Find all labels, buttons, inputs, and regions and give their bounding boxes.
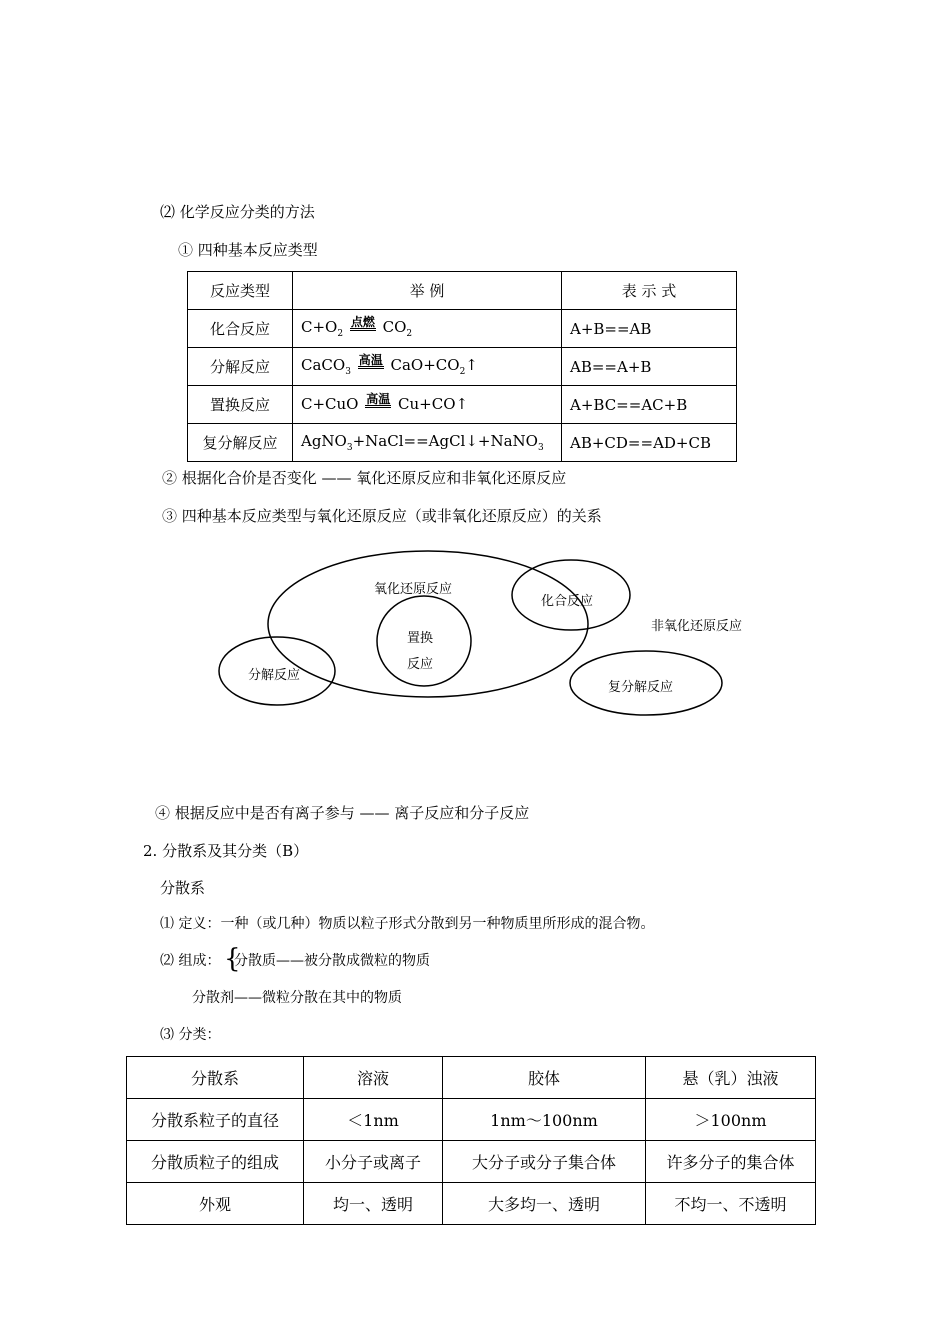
decomposition-label: 分解反应 xyxy=(248,668,301,683)
table-cell: 大分子或分子集合体 xyxy=(443,1141,646,1183)
type-cell: 复分解反应 xyxy=(188,424,293,462)
dispersion-heading: 2. 分散系及其分类（B） xyxy=(143,842,309,860)
displacement-label-1: 置换 xyxy=(407,631,434,646)
section-heading: ⑵ 化学反应分类的方法 xyxy=(160,203,315,221)
composition-label: ⑵ 组成： xyxy=(160,953,221,969)
definition-line: ⑴ 定义：一种（或几种）物质以粒子形式分散到另一种物质里所形成的混合物。 xyxy=(160,916,655,932)
table-cell: 分散系粒子的直径 xyxy=(127,1099,304,1141)
example-cell: $C+O_2$ 点燃 $CO_2$ xyxy=(293,310,562,348)
table-row xyxy=(188,310,737,348)
table-row xyxy=(127,1183,816,1225)
condition-label: 点燃 xyxy=(350,315,375,329)
table-row xyxy=(127,1099,816,1141)
example-cell: AgNO$_3$+NaCl==AgCl↓+NaNO$_3$ xyxy=(293,424,562,462)
table-row xyxy=(188,348,737,386)
displacement-label-2: 反应 xyxy=(407,657,434,672)
table-cell: 许多分子的集合体 xyxy=(646,1141,816,1183)
reaction-types-table xyxy=(187,271,737,462)
item-3: ③ 四种基本反应类型与氧化还原反应（或非氧化还原反应）的关系 xyxy=(162,507,602,525)
expr-cell: AB==A+B xyxy=(562,348,737,386)
redox-label: 氧化还原反应 xyxy=(374,582,453,597)
composition-medium: 分散剂——微粒分散在其中的物质 xyxy=(192,990,402,1006)
relationship-diagram xyxy=(0,540,950,730)
brace-icon: { xyxy=(224,944,241,974)
table-cell: 分散质粒子的组成 xyxy=(127,1141,304,1183)
classification-label: ⑶ 分类： xyxy=(160,1027,221,1043)
table-cell: 小分子或离子 xyxy=(304,1141,443,1183)
condition-label: 高温 xyxy=(366,392,391,406)
header-cell: 悬（乳）浊液 xyxy=(646,1057,816,1099)
table-cell: 均一、透明 xyxy=(304,1183,443,1225)
header-cell: 反应类型 xyxy=(188,272,293,310)
table-row xyxy=(127,1141,816,1183)
item-4: ④ 根据反应中是否有离子参与 —— 离子反应和分子反应 xyxy=(155,804,530,822)
header-cell: 溶液 xyxy=(304,1057,443,1099)
example-cell: C+CuO 高温 Cu+CO↑ xyxy=(293,386,562,424)
composition-dispersed: 分散质——被分散成微粒的物质 xyxy=(234,953,430,969)
table-row xyxy=(188,386,737,424)
type-cell: 分解反应 xyxy=(188,348,293,386)
table-cell: 不均一、不透明 xyxy=(646,1183,816,1225)
expr-cell: A+B==AB xyxy=(562,310,737,348)
header-cell: 胶体 xyxy=(443,1057,646,1099)
table-header-row xyxy=(127,1057,816,1099)
dispersion-table xyxy=(126,1056,816,1225)
header-cell: 分散系 xyxy=(127,1057,304,1099)
table-cell: 大多均一、透明 xyxy=(443,1183,646,1225)
table-row xyxy=(188,424,737,462)
double-decomp-label: 复分解反应 xyxy=(608,680,674,695)
item-1: ① 四种基本反应类型 xyxy=(178,241,318,259)
table-cell: ＜1nm xyxy=(304,1099,443,1141)
table-cell: 1nm～100nm xyxy=(443,1099,646,1141)
combination-label: 化合反应 xyxy=(541,594,594,609)
non-redox-label: 非氧化还原反应 xyxy=(651,619,743,634)
type-cell: 化合反应 xyxy=(188,310,293,348)
example-cell: CaCO$_3$ 高温 $CaO+CO_2↑$ xyxy=(293,348,562,386)
expr-cell: A+BC==AC+B xyxy=(562,386,737,424)
table-cell: 外观 xyxy=(127,1183,304,1225)
type-cell: 置换反应 xyxy=(188,386,293,424)
expr-cell: AB+CD==AD+CB xyxy=(562,424,737,462)
dispersion-title: 分散系 xyxy=(160,879,206,897)
table-cell: ＞100nm xyxy=(646,1099,816,1141)
redox-ellipse xyxy=(268,551,588,697)
condition-label: 高温 xyxy=(358,353,383,367)
table-header-row xyxy=(188,272,737,310)
item-2: ② 根据化合价是否变化 —— 氧化还原反应和非氧化还原反应 xyxy=(162,469,567,487)
header-cell: 表 示 式 xyxy=(562,272,737,310)
header-cell: 举 例 xyxy=(293,272,562,310)
